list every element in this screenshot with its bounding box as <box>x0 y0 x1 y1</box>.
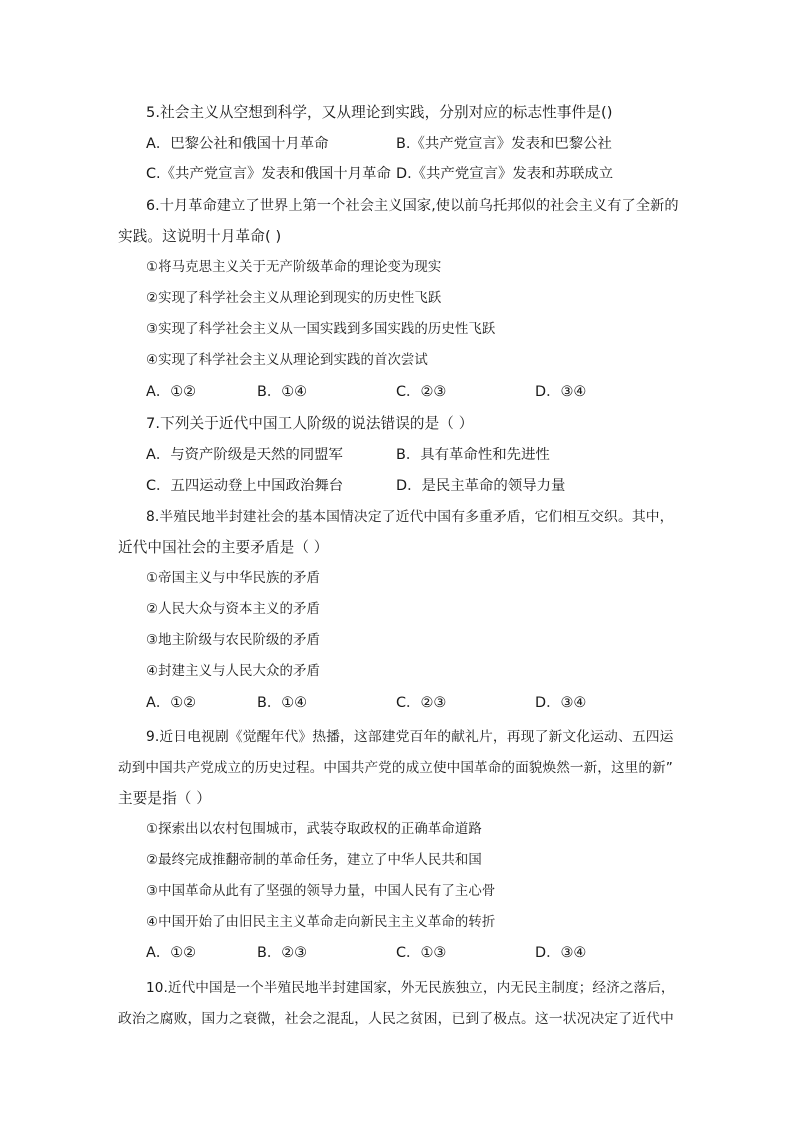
q5-option-b: B.《共产党宣言》发表和巴黎公社 <box>396 136 612 152</box>
q9-stem-line-2: 动到中国共产党成立的历史过程。中国共产党的成立使中国革命的面貌焕然一新，这里的新” <box>118 760 673 776</box>
q7-option-d: D．是民主革命的领导力量 <box>396 478 566 494</box>
q5-option-a: A．巴黎公社和俄国十月革命 <box>146 136 329 152</box>
q7-stem: 7.下列关于近代中国工人阶级的说法错误的是（ ） <box>146 415 474 432</box>
q10-stem-line-2: 政治之腐败，国力之衰微，社会之混乱，人民之贫困，已到了极点。这一状况决定了近代中 <box>118 1011 674 1027</box>
q8-item-2: ②人民大众与资本主义的矛盾 <box>146 602 320 617</box>
q9-option-b: B．②③ <box>257 945 308 961</box>
q7-option-a: A．与资产阶级是天然的同盟军 <box>146 447 343 463</box>
q8-stem-line-1: 8.半殖民地半封建社会的基本国情决定了近代中国有多重矛盾，它们相互交织。其中， <box>146 509 674 525</box>
q8-item-1: ①帝国主义与中华民族的矛盾 <box>146 571 320 586</box>
q5-stem: 5.社会主义从空想到科学，又从理论到实践，分别对应的标志性事件是() <box>146 104 613 121</box>
q5-option-d: D.《共产党宣言》发表和苏联成立 <box>396 166 614 182</box>
q5-option-c: C.《共产党宣言》发表和俄国十月革命 <box>146 166 391 182</box>
q6-option-d: D．③④ <box>535 384 587 400</box>
q9-item-1: ①探索出以农村包围城市，武装夺取政权的正确革命道路 <box>146 822 482 837</box>
q6-option-a: A．①② <box>146 384 197 400</box>
q8-option-d: D．③④ <box>535 695 587 711</box>
q6-item-4: ④实现了科学社会主义从理论到实践的首次尝试 <box>146 353 428 368</box>
q6-item-2: ②实现了科学社会主义从理论到现实的历史性飞跃 <box>146 291 442 306</box>
q8-item-4: ④封建主义与人民大众的矛盾 <box>146 664 320 679</box>
q8-option-c: C．②③ <box>396 695 447 711</box>
q9-option-a: A．①② <box>146 945 197 961</box>
q7-option-c: C．五四运动登上中国政治舞台 <box>146 478 344 494</box>
q6-item-3: ③实现了科学社会主义从一国实践到多国实践的历史性飞跃 <box>146 322 496 337</box>
q8-option-a: A．①② <box>146 695 197 711</box>
q8-option-b: B．①④ <box>257 695 308 711</box>
q8-item-3: ③地主阶级与农民阶级的矛盾 <box>146 633 320 648</box>
q6-item-1: ①将马克思主义关于无产阶级革命的理论变为现实 <box>146 260 442 275</box>
q9-option-c: C．①③ <box>396 945 447 961</box>
q9-stem-line-1: 9.近日电视剧《觉醒年代》热播，这部建党百年的献礼片，再现了新文化运动、五四运 <box>146 729 674 745</box>
q9-item-4: ④中国开始了由旧民主主义革命走向新民主主义革命的转折 <box>146 915 496 930</box>
q10-stem-line-1: 10.近代中国是一个半殖民地半封建国家，外无民族独立，内无民主制度；经济之落后， <box>146 980 675 996</box>
q6-stem-line-1: 6.十月革命建立了世界上第一个社会主义国家,使以前乌托邦似的社会主义有了全新的 <box>146 198 679 214</box>
q9-option-d: D．③④ <box>535 945 587 961</box>
q6-stem-line-2: 实践。这说明十月革命( ) <box>118 228 282 245</box>
q7-option-b: B．具有革命性和先进性 <box>396 447 550 463</box>
q6-option-b: B．①④ <box>257 384 308 400</box>
q6-option-c: C．②③ <box>396 384 447 400</box>
q9-item-2: ②最终完成推翻帝制的革命任务，建立了中华人民共和国 <box>146 853 482 868</box>
q9-stem-line-3: 主要是指（ ） <box>118 790 211 807</box>
q8-stem-line-2: 近代中国社会的主要矛盾是（ ） <box>118 539 329 556</box>
q9-item-3: ③中国革命从此有了坚强的领导力量，中国人民有了主心骨 <box>146 884 496 899</box>
